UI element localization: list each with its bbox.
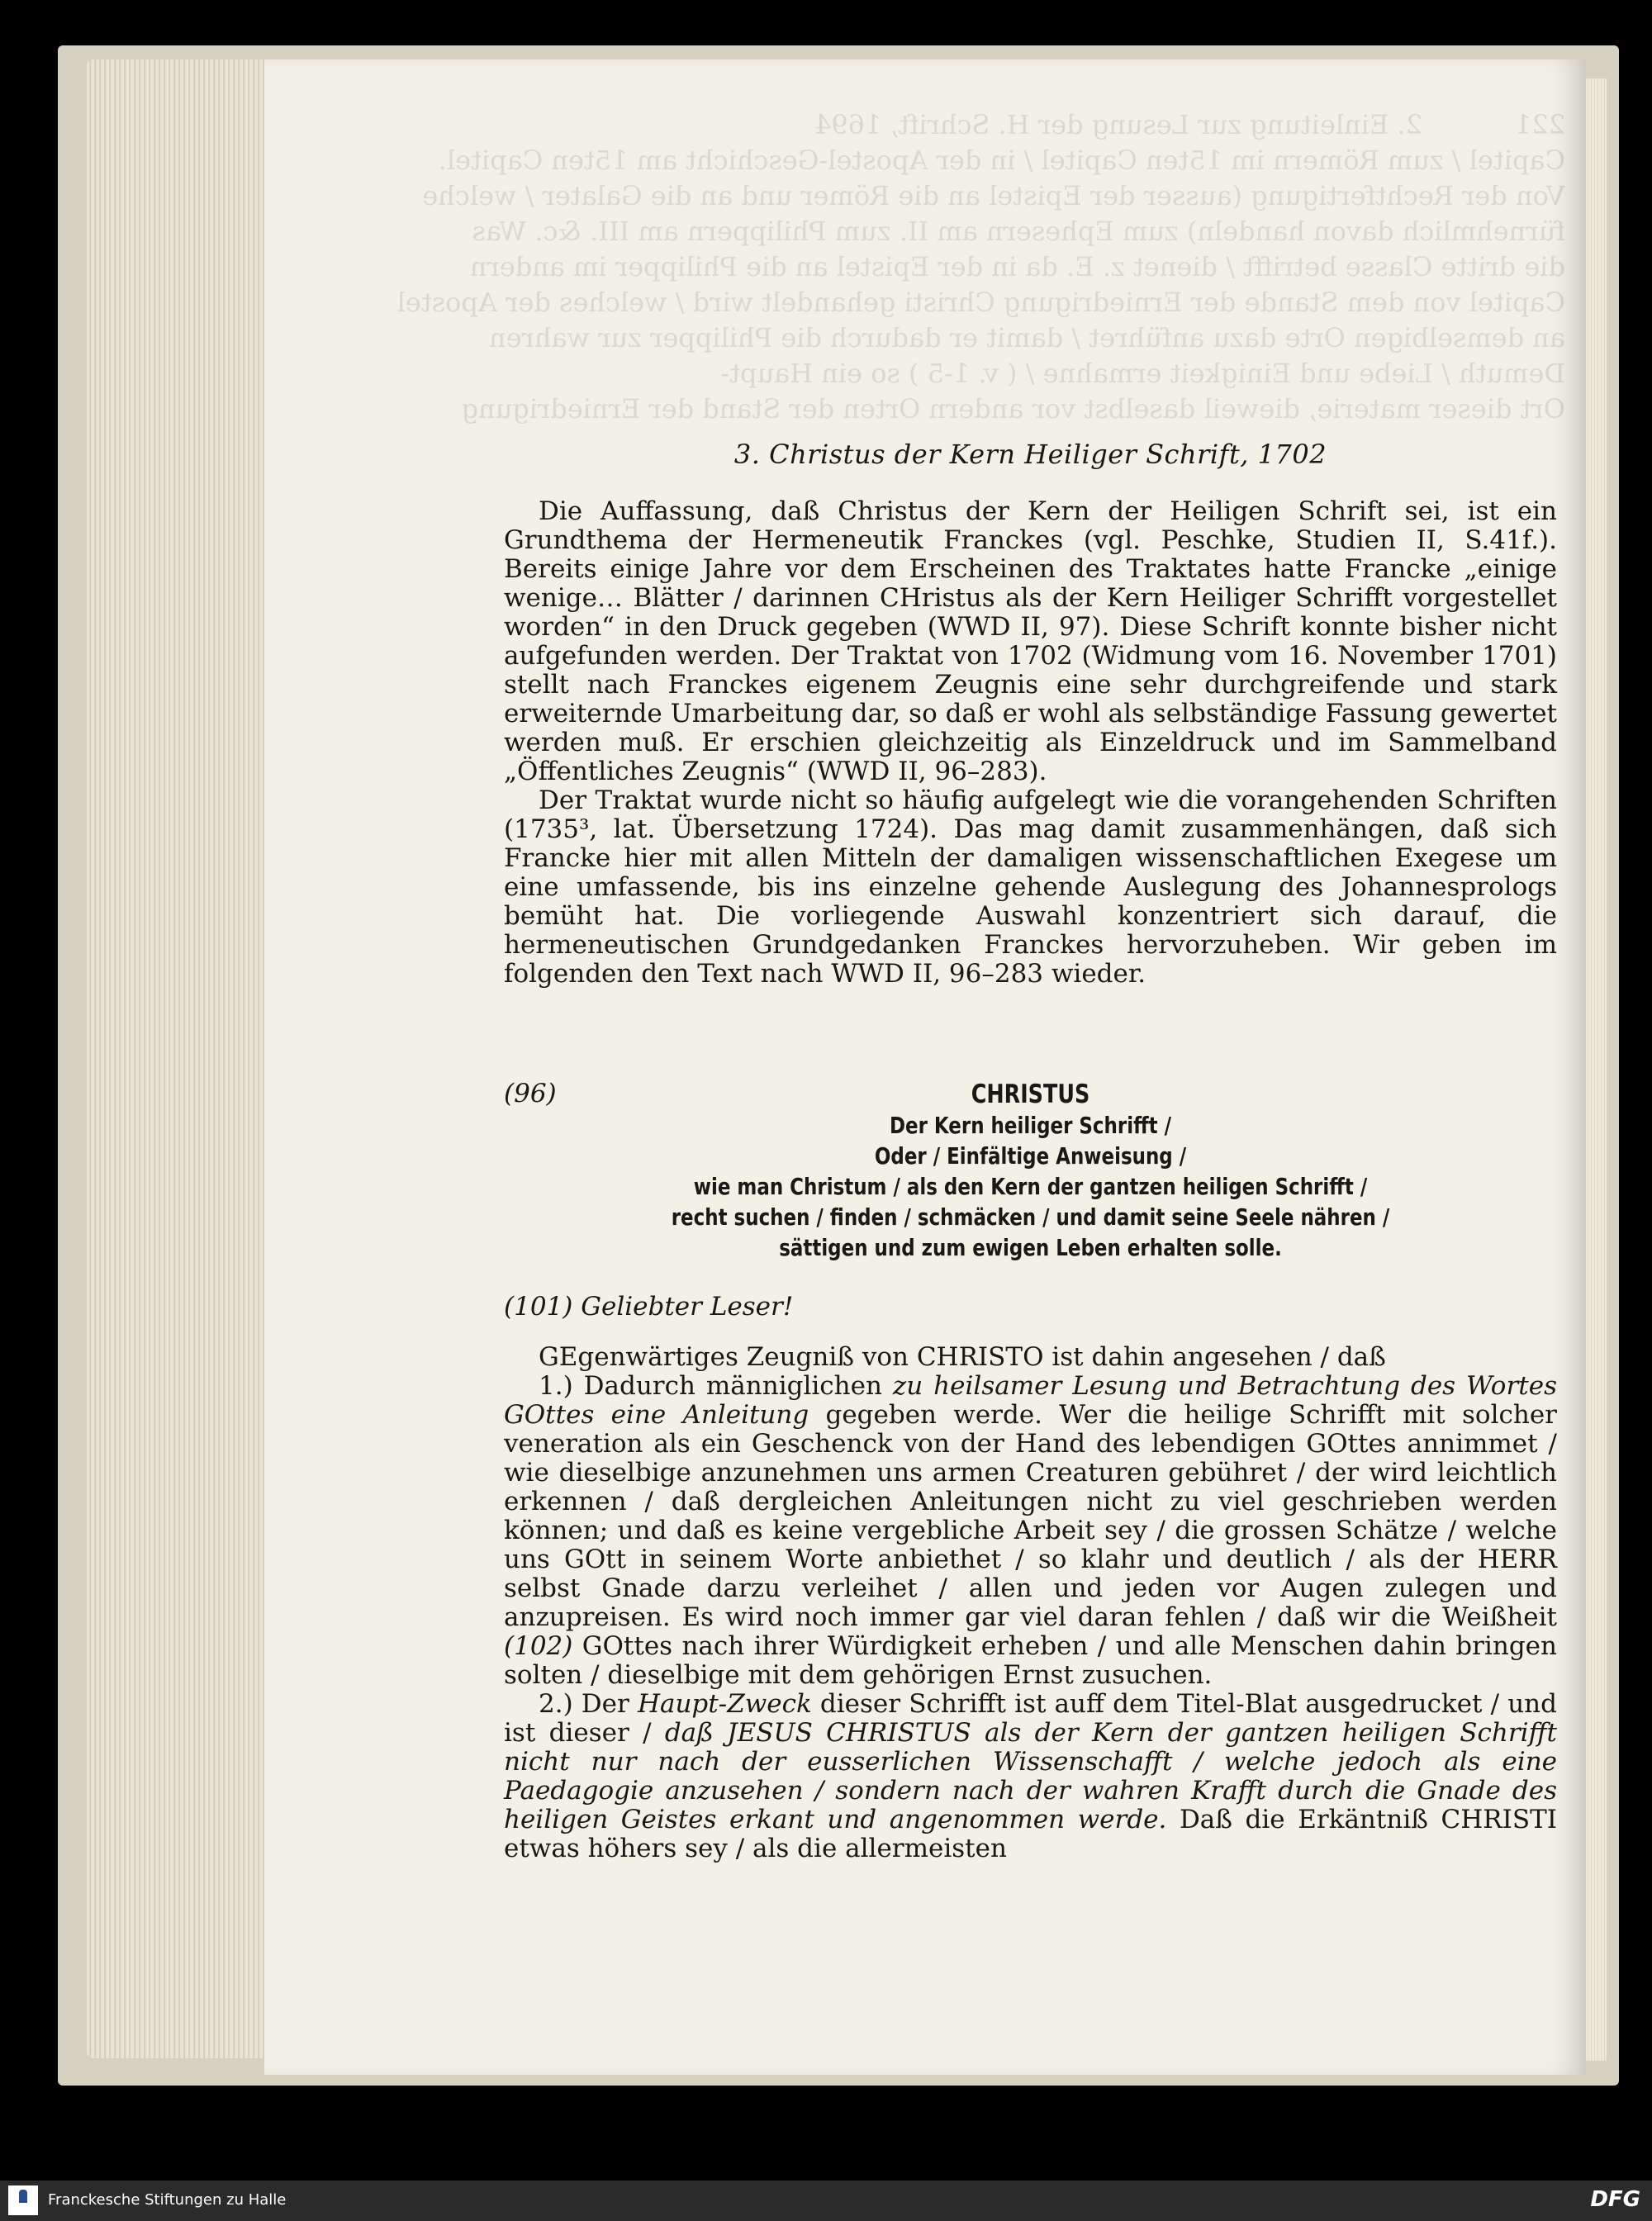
title-line-4: wie man Christum / als den Kern der gantzen heiligen Schrifft / <box>693 1173 1368 1200</box>
body-p1-d: (102) <box>504 1631 573 1661</box>
title-line-1: CHRISTUS <box>971 1080 1090 1109</box>
body-p2-a: 2.) Der <box>539 1689 638 1719</box>
page-edges-left <box>87 59 264 2058</box>
body-p1-a: 1.) Dadurch männiglichen <box>539 1371 893 1401</box>
body-p2-b: Haupt-Zweck <box>637 1689 812 1719</box>
body-p1-e: GOttes nach ihrer Würdigkeit erheben / und alle Menschen dahin bringen solten / dieselbige mit dem gehörigen Ernst zusuchen. <box>504 1631 1557 1690</box>
body-paragraph-1 <box>504 1372 1557 1690</box>
body-p2-d: daß JESUS CHRISTUS als der Kern der gantzen heiligen Schrifft nicht nur nach der eusserlichen Wissenschafft / welche jedoch als eine Paedagogie anzusehen / sondern nach der wahren Krafft durch die Gnade des heiligen Geistes erkant und angenommen werde. <box>504 1718 1557 1834</box>
intro-paragraph-2: Der Traktat wurde nicht so häufig aufgelegt wie die vorangehenden Schriften (1735³, lat. Übersetzung 1724). Das mag damit zusammenhängen, daß sich Francke hier mit allen Mitteln der damaligen wissenschaftlichen Exegese um eine umfassende, bis ins einzelne gehende Auslegung des Johannesprologs bemüht hat. Die vorliegende Auswahl konzentriert sich darauf, die hermeneutischen Grundgedanken Franckes hervorzuheben. Wir geben im folgenden den Text nach WWD II, 96–283 wieder. <box>504 785 1557 989</box>
title-block <box>504 1080 1557 1263</box>
page-marker: (96) <box>504 1079 557 1108</box>
dfg-logo[interactable]: DFG <box>1590 2187 1640 2212</box>
title-line-5: recht suchen / finden / schmäcken / und damit seine Seele nähren / <box>671 1203 1390 1231</box>
institution-name[interactable]: Franckesche Stiftungen zu Halle <box>48 2191 287 2209</box>
bleed-through-text: 221 2. Einleitung zur Lesung der H. Schrift, 1694 Capitel / zum Römern im 15ten Capitel / in der Apostel-Geschicht am 15ten Capitel. Von der Rechtfertigung (ausser der Epistel an die Römer und an die Galater / welche fürnehmlich davon handeln) zum Ephesern am II. zum Philippern am III. &c. Was die dritte Classe betrifft / dienet z. E. da in der Epistel an die Philipper im andern Capitel von dem Stande der Erniedrigung Christi gehandelt wird / welches der Apostel an demselbigen Orte dazu anführet / damit er dadurch die Philipper zur wahren Demuth / Liebe und Einigkeit ermahne / ( v. 1-5 ) so ein Haupt- Ort dieser materie, dieweil daselbst vor andern Orten der Stand der Erniedrigung <box>396 109 1565 425</box>
institution-logo-icon[interactable] <box>8 2185 38 2215</box>
body-p2-c: dieser Schrifft ist auff dem Titel-Blat ausgedrucket / und ist dieser / <box>504 1689 1557 1748</box>
title-line-3: Oder / Einfältige Anweisung / <box>874 1142 1187 1170</box>
body-paragraph-2 <box>504 1690 1557 1863</box>
body-paragraph-0: GEgenwärtiges Zeugniß von CHRISTO ist dahin angesehen / daß <box>539 1342 1386 1372</box>
salutation: (101) Geliebter Leser! <box>504 1292 794 1322</box>
body-p2-e: Daß die Erkäntniß CHRISTI etwas höhers sey / als die allermeisten <box>504 1805 1557 1863</box>
body-p1-c: gegeben werde. Wer die heilige Schrifft mit solcher veneration als ein Geschenck von der Hand des lebendigen GOttes annimmet / wie dieselbige anzunehmen uns armen Creaturen gebühret / der wird leichtlich erkennen / daß dergleichen Anleitungen nicht zu viel geschrieben werden können; und daß es keine vergebliche Arbeit sey / die grossen Schätze / welche uns GOtt in seinem Worte anbiethet / so klahr und deutlich / als der HERR selbst Gnade darzu verleihet / allen und jeden vor Augen zulegen und anzupreisen. Es wird noch immer gar viel daran fehlen / daß wir die Weißheit <box>504 1400 1558 1632</box>
intro-paragraph-1: Die Auffassung, daß Christus der Kern der Heiligen Schrift sei, ist ein Grundthema der Hermeneutik Franckes (vgl. Peschke, Studien II, S.41f.). Bereits einige Jahre vor dem Erscheinen des Traktates hatte Francke „einige wenige… Blätter / darinnen CHristus als der Kern Heiliger Schrifft vorgestellet worden“ in den Druck gegeben (WWD II, 97). Diese Schrift konnte bisher nicht aufgefunden werden. Der Traktat von 1702 (Widmung vom 16. November 1701) stellt nach Franckes eigenem Zeugnis eine sehr durchgreifende und stark erweiternde Umarbeitung dar, so daß er wohl als selbständige Fassung gewertet werden muß. Er erschien gleichzeitig als Einzeldruck und im Sammelband „Öffentliches Zeugnis“ (WWD II, 96–283). <box>504 496 1557 786</box>
title-line-6: sättigen und zum ewigen Leben erhalten solle. <box>779 1234 1282 1261</box>
body-p1-b: zu heilsamer Lesung und Betrachtung des Wortes GOttes eine Anleitung <box>504 1371 1557 1430</box>
page-text <box>504 434 1557 1863</box>
viewer-footer <box>0 2181 1652 2221</box>
title-line-2: Der Kern heiliger Schrifft / <box>889 1112 1172 1139</box>
section-heading: 3. Christus der Kern Heiliger Schrift, 1702 <box>733 439 1327 470</box>
